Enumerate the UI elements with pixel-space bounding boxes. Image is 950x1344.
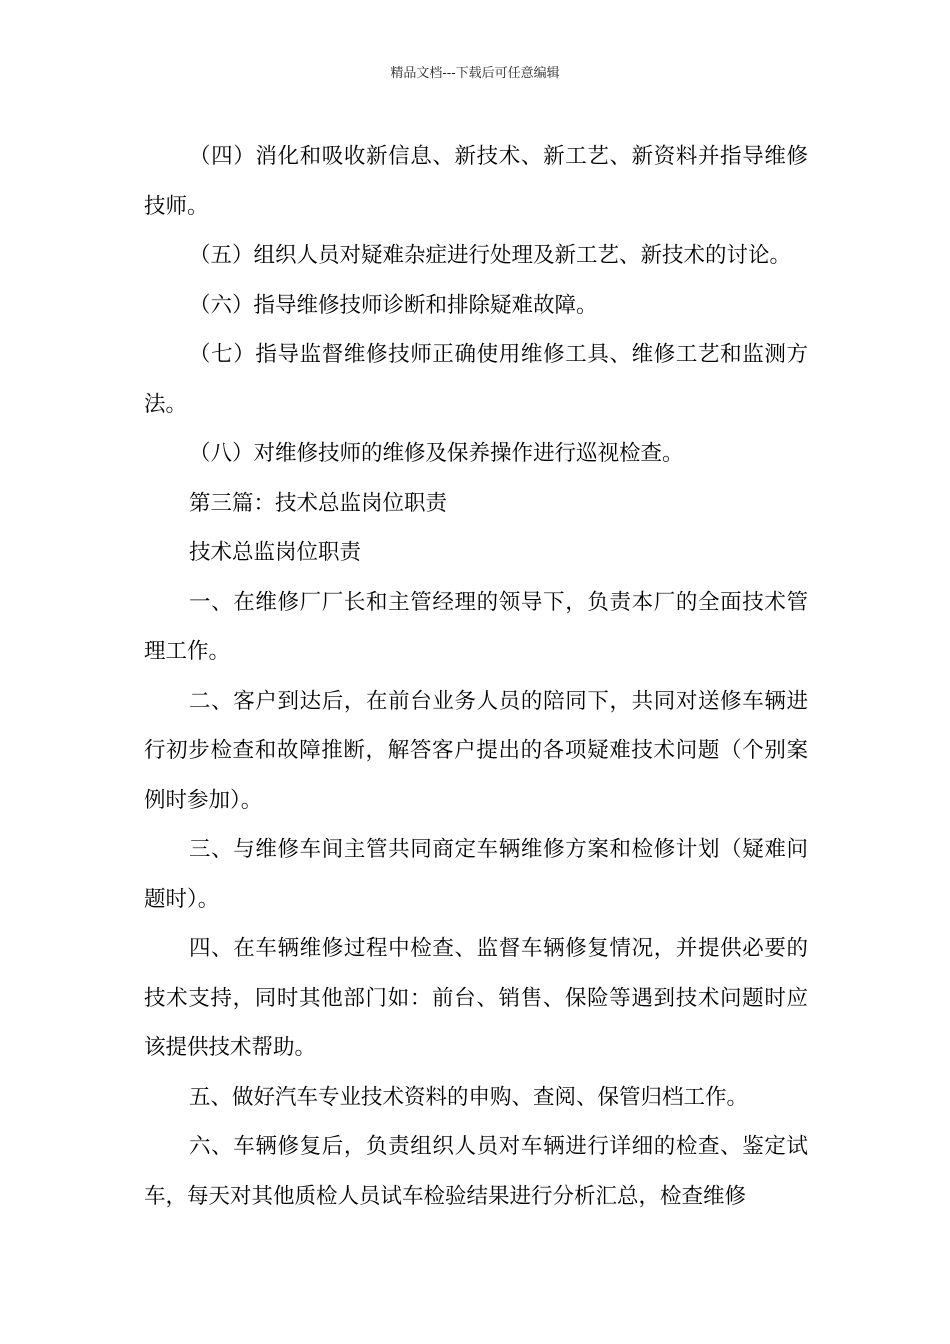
page-header-note: 精品文档---下载后可任意编辑	[390, 66, 560, 81]
paragraph-item-3: 三、与维修车间主管共同商定车辆维修方案和检修计划（疑难问题时）。	[144, 837, 808, 912]
paragraph-duty-6: （六）指导维修技师诊断和排除疑难故障。	[189, 292, 598, 318]
paragraph-item-4: 四、在车辆维修过程中检查、监督车辆修复情况，并提供必要的技术支持，同时其他部门如：前台、销售、保险等遇到技术问题时应该提供技术帮助。	[144, 936, 808, 1060]
paragraph-duty-7: （七）指导监督维修技师正确使用维修工具、维修工艺和监测方法。	[144, 342, 808, 417]
section-heading: 第三篇：技术总监岗位职责	[189, 490, 448, 516]
paragraph-duty-4: （四）消化和吸收新信息、新技术、新工艺、新资料并指导维修技师。	[144, 144, 808, 219]
paragraph-duty-8: （八）对维修技师的维修及保养操作进行巡视检查。	[189, 441, 684, 466]
paragraph-item-5: 五、做好汽车专业技术资料的申购、查阅、保管归档工作。	[189, 1084, 749, 1110]
document-body	[144, 132, 808, 1221]
section-title: 技术总监岗位职责	[189, 540, 362, 565]
paragraph-item-6: 六、车辆修复后，负责组织人员对车辆进行详细的检查、鉴定试车，每天对其他质检人员试车检验结果进行分析汇总，检查维修	[144, 1134, 808, 1209]
paragraph-item-2: 二、客户到达后，在前台业务人员的陪同下，共同对送修车辆进行初步检查和故障推断，解答客户提出的各项疑难技术问题（个别案例时参加）。	[144, 688, 808, 813]
paragraph-duty-5: （五）组织人员对疑难杂症进行处理及新工艺、新技术的讨论。	[189, 243, 792, 268]
paragraph-item-1: 一、在维修厂厂长和主管经理的领导下，负责本厂的全面技术管理工作。	[144, 589, 808, 664]
